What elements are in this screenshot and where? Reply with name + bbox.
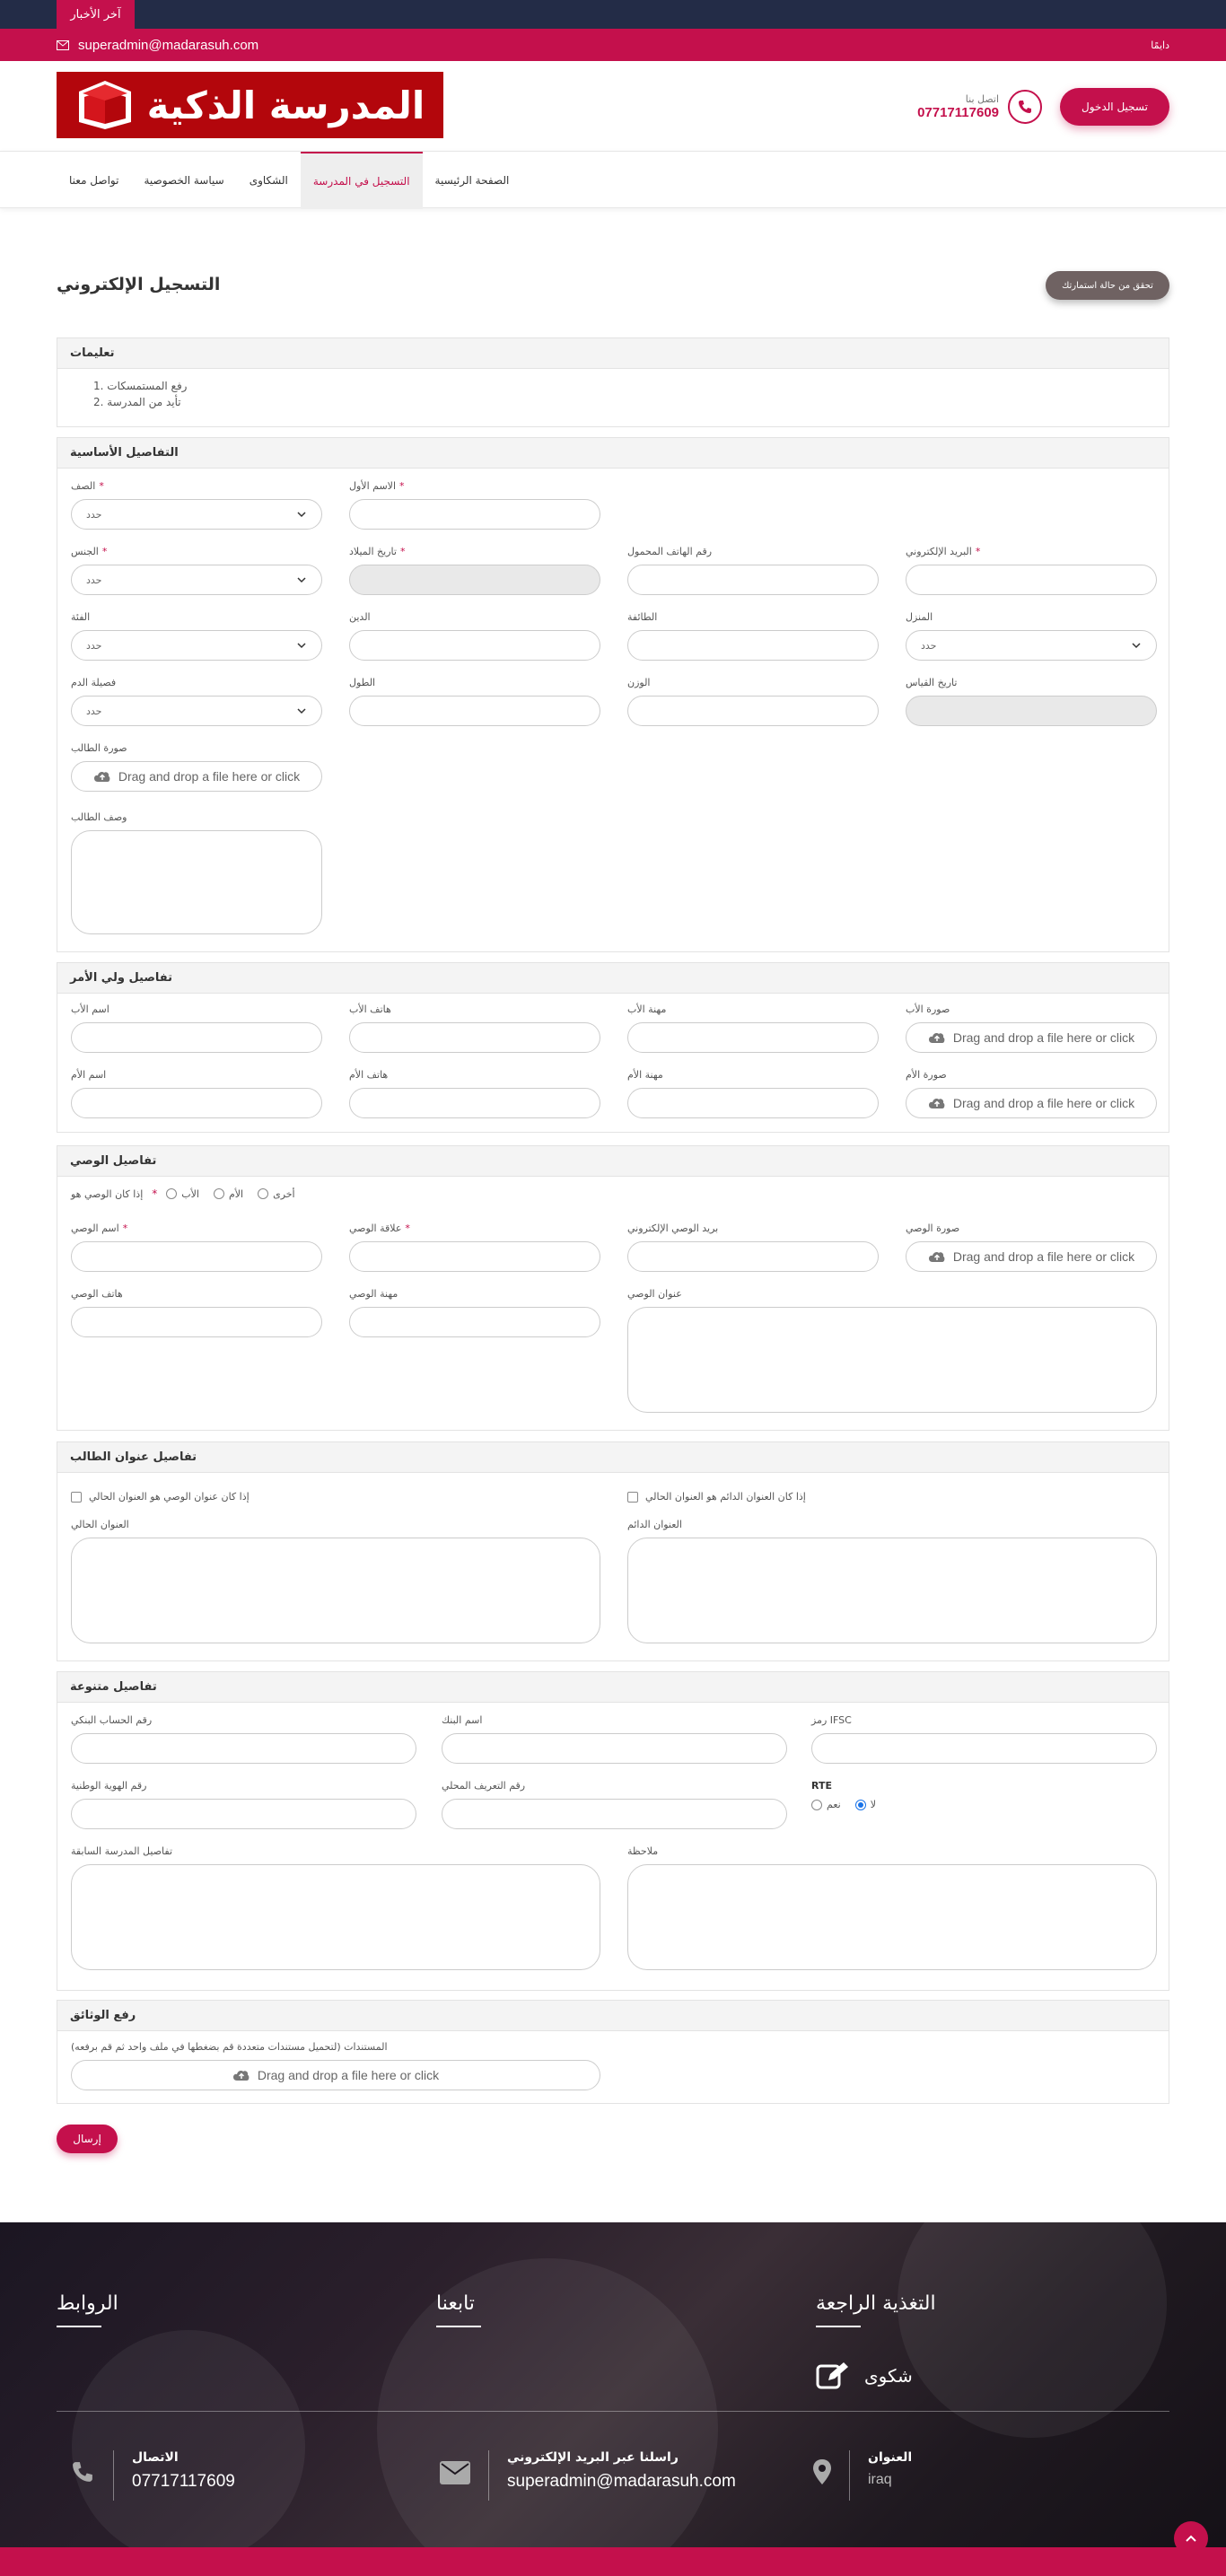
first-name-input[interactable]	[349, 499, 600, 530]
instruction-item: 2. تأيد من المدرسة	[93, 396, 181, 408]
guardian-is-label: إذا كان الوصي هو	[71, 1187, 144, 1200]
prev-school-textarea[interactable]	[71, 1864, 600, 1970]
mother-photo-field: صورة الأم Drag and drop a file here or click	[906, 1068, 1157, 1118]
cloud-upload-icon	[928, 1031, 946, 1044]
mother-job-field: مهنة الأم	[627, 1068, 879, 1118]
student-desc-textarea[interactable]	[71, 830, 322, 934]
blood-group-field: فصيلة الدم حدد	[71, 676, 322, 726]
email-field: البريد الإلكتروني *	[906, 545, 1157, 595]
guardian-photo-dropzone[interactable]: Drag and drop a file here or click	[906, 1241, 1157, 1272]
guardian-phone-input[interactable]	[71, 1307, 322, 1337]
check-status-button[interactable]: تحقق من حالة استمارتك	[1046, 271, 1169, 300]
house-select[interactable]: حدد	[906, 630, 1157, 661]
address-details-title: تفاصيل عنوان الطالب	[57, 1442, 1169, 1473]
book-logo-icon	[75, 77, 135, 133]
instruction-item: 1. رفع المستمسكات	[93, 380, 188, 392]
student-photo-dropzone[interactable]: Drag and drop a file here or click	[71, 761, 322, 792]
nav-privacy-policy[interactable]: سياسة الخصوصية	[144, 174, 224, 187]
phone-icon	[1008, 90, 1042, 124]
upload-documents-card	[57, 2000, 1169, 2104]
documents-dropzone[interactable]: Drag and drop a file here or click	[71, 2060, 600, 2090]
call-value: 07717117609	[132, 2472, 235, 2491]
complaint-link[interactable]	[816, 2361, 913, 2391]
nav-contact-us[interactable]: تواصل معنا	[69, 174, 119, 187]
guardian-email-input[interactable]	[627, 1241, 879, 1272]
guardian-relation-input[interactable]	[349, 1241, 600, 1272]
category-select[interactable]: حدد	[71, 630, 322, 661]
father-phone-field: هاتف الأب	[349, 1003, 600, 1053]
mail-label: راسلنا عبر البريد الإلكتروني	[507, 2450, 679, 2465]
mail-value: superadmin@madarasuh.com	[507, 2472, 736, 2491]
contact-phone: 07717117609	[917, 105, 999, 120]
chevron-down-icon	[296, 705, 307, 716]
rte-radio-yes[interactable]: نعم	[811, 1799, 841, 1810]
national-id-field: رقم الهوية الوطنية	[71, 1779, 416, 1829]
cloud-upload-icon	[928, 1250, 946, 1263]
site-header	[0, 61, 1226, 151]
religion-field: الدين	[349, 610, 600, 661]
footer-links-title: الروابط	[57, 2292, 118, 2315]
footer-follow-title: تابعنا	[436, 2292, 475, 2315]
address-value: iraq	[868, 2472, 892, 2487]
category-field: الفئة حدد	[71, 610, 322, 661]
misc-details-card	[57, 1671, 1169, 1991]
first-name-field: الاسم الأول *	[349, 479, 600, 530]
weight-field: الوزن	[627, 676, 879, 726]
guardian-name-field: اسم الوصي *	[71, 1222, 322, 1272]
header-contact[interactable]	[917, 88, 1042, 126]
cloud-upload-icon	[928, 1097, 946, 1109]
footer-address	[813, 2450, 912, 2501]
house-field: المنزل حدد	[906, 610, 1157, 661]
father-photo-dropzone[interactable]: Drag and drop a file here or click	[906, 1022, 1157, 1053]
guardian-details-card	[57, 1145, 1169, 1431]
envelope-icon	[440, 2461, 470, 2484]
address-label: العنوان	[868, 2450, 913, 2465]
bank-name-input[interactable]	[442, 1733, 787, 1764]
edit-icon	[816, 2361, 850, 2391]
guardian-radio-mother[interactable]: الأم	[214, 1188, 243, 1200]
dob-field: تاريخ الميلاد *	[349, 545, 600, 595]
mother-job-input[interactable]	[627, 1088, 879, 1118]
instructions-card	[57, 337, 1169, 427]
father-name-field: اسم الأب	[71, 1003, 322, 1053]
measure-date-input[interactable]	[906, 696, 1157, 726]
mother-photo-dropzone[interactable]: Drag and drop a file here or click	[906, 1088, 1157, 1118]
gender-select[interactable]: حدد	[71, 565, 322, 595]
mobile-field: رقم الهاتف المحمول	[627, 545, 879, 595]
instructions-title: تعليمات	[57, 338, 1169, 369]
guardian-address-checkbox-row[interactable]: إذا كان عنوان الوصي هو العنوان الحالي	[71, 1491, 250, 1503]
chevron-down-icon	[296, 509, 307, 520]
father-job-input[interactable]	[627, 1022, 879, 1053]
main-nav	[0, 151, 1226, 208]
scroll-top-button[interactable]	[1174, 2521, 1208, 2555]
rte-radio-no[interactable]: لا	[855, 1799, 876, 1810]
national-id-input[interactable]	[71, 1799, 416, 1829]
guardian-relation-field: علاقة الوصي *	[349, 1222, 600, 1272]
guardian-job-input[interactable]	[349, 1307, 600, 1337]
site-footer	[0, 2222, 1226, 2576]
basic-details-card	[57, 437, 1169, 952]
page-title: التسجيل الإلكتروني	[57, 275, 221, 294]
father-photo-field: صورة الأب Drag and drop a file here or click	[906, 1003, 1157, 1053]
login-button[interactable]: تسجيل الدخول	[1060, 88, 1169, 126]
guardian-phone-field: هاتف الوصي	[71, 1287, 322, 1337]
bank-account-field: رقم الحساب البنكي	[71, 1713, 416, 1764]
footer-email[interactable]	[440, 2450, 736, 2501]
documents-field: (لتحميل مستندات متعددة قم بضغطها في ملف واحد ثم قم برفعه) المستندات Drag and drop a file here or click	[71, 2040, 600, 2090]
guardian-radio-father[interactable]: الأب	[166, 1188, 199, 1200]
guardian-job-field: مهنة الوصي	[349, 1287, 600, 1337]
nav-complaints[interactable]: الشكاوى	[249, 174, 288, 187]
parent-details-card	[57, 962, 1169, 1133]
email-input[interactable]	[906, 565, 1157, 595]
guardian-radio-other[interactable]: أخرى	[258, 1188, 295, 1200]
call-label: الاتصال	[132, 2450, 179, 2465]
parent-details-title: تفاصيل ولي الأمر	[57, 963, 1169, 994]
guardian-name-input[interactable]	[71, 1241, 322, 1272]
mother-phone-field: هاتف الأم	[349, 1068, 600, 1118]
cloud-upload-icon	[232, 2069, 250, 2081]
guardian-address-field: عنوان الوصي	[627, 1287, 1157, 1413]
local-id-field: رقم التعريف المحلي	[442, 1779, 787, 1829]
logo-text: المدرسة الذكية	[146, 83, 425, 127]
guardian-is-radio-group: إذا كان الوصي هو * الأب الأم أخرى	[71, 1187, 295, 1200]
weight-input[interactable]	[627, 696, 879, 726]
top-bar	[0, 0, 1226, 29]
mother-phone-input[interactable]	[349, 1088, 600, 1118]
measure-date-field: تاريخ القياس	[906, 676, 1157, 726]
bank-account-input[interactable]	[71, 1733, 416, 1764]
footer-call[interactable]	[70, 2450, 235, 2501]
nav-home[interactable]: الصفحة الرئيسية	[434, 174, 510, 187]
footer-bottom-bar	[0, 2547, 1226, 2576]
mother-name-input[interactable]	[71, 1088, 322, 1118]
basic-details-title: التفاصيل الأساسية	[57, 438, 1169, 469]
current-address-field: العنوان الحالي	[71, 1518, 600, 1643]
ifsc-field: رمز IFSC	[811, 1713, 1157, 1764]
guardian-photo-field: صورة الوصي Drag and drop a file here or click	[906, 1222, 1157, 1272]
nav-online-admission[interactable]: التسجيل في المدرسة	[301, 152, 423, 209]
guardian-details-title: تفاصيل الوصي	[57, 1146, 1169, 1177]
blood-group-select[interactable]: حدد	[71, 696, 322, 726]
religion-input[interactable]	[349, 630, 600, 661]
prev-school-field: تفاصيل المدرسة السابقة	[71, 1844, 600, 1970]
student-photo-field: صورة الطالب Drag and drop a file here or click	[71, 741, 322, 792]
submit-button[interactable]: إرسال	[57, 2125, 118, 2153]
gender-field: الجنس * حدد	[71, 545, 322, 595]
father-job-field: مهنة الأب	[627, 1003, 879, 1053]
map-marker-icon	[813, 2459, 831, 2484]
chevron-down-icon	[296, 640, 307, 651]
local-id-input[interactable]	[442, 1799, 787, 1829]
dob-input[interactable]	[349, 565, 600, 595]
mobile-input[interactable]	[627, 565, 879, 595]
guardian-email-field: بريد الوصي الإلكتروني	[627, 1222, 879, 1272]
latest-news-tab[interactable]: آخر الأخبار	[57, 0, 135, 29]
header-email-text: superadmin@madarasuh.com	[78, 37, 259, 53]
father-phone-input[interactable]	[349, 1022, 600, 1053]
current-address-textarea[interactable]	[71, 1538, 600, 1643]
caste-input[interactable]	[627, 630, 879, 661]
guardian-address-textarea[interactable]	[627, 1307, 1157, 1413]
header-email[interactable]	[57, 29, 258, 61]
mother-name-field: اسم الأم	[71, 1068, 322, 1118]
complaint-text: شكوى	[864, 2365, 913, 2387]
note-textarea[interactable]	[627, 1864, 1157, 1970]
permanent-address-checkbox[interactable]	[627, 1492, 638, 1503]
note-field: ملاحظة	[627, 1844, 1157, 1970]
envelope-icon	[57, 40, 69, 50]
permanent-address-textarea[interactable]	[627, 1538, 1157, 1643]
upload-documents-title: رفع الوثائق	[57, 2001, 1169, 2031]
misc-details-title: تفاصيل متنوعة	[57, 1672, 1169, 1703]
height-input[interactable]	[349, 696, 600, 726]
address-details-card	[57, 1441, 1169, 1661]
contact-bar	[0, 29, 1226, 61]
chevron-down-icon	[296, 574, 307, 585]
chevron-up-icon	[1184, 2531, 1198, 2545]
height-field: الطول	[349, 676, 600, 726]
marquee-label: دايمًا	[1151, 39, 1169, 51]
father-name-input[interactable]	[71, 1022, 322, 1053]
permanent-address-checkbox-row[interactable]: إذا كان العنوان الدائم هو العنوان الحالي	[627, 1491, 806, 1503]
bank-name-field: اسم البنك	[442, 1713, 787, 1764]
phone-icon	[70, 2459, 95, 2484]
ifsc-input[interactable]	[811, 1733, 1157, 1764]
caste-field: الطائفة	[627, 610, 879, 661]
footer-feedback-title: التغذية الراجعة	[816, 2292, 936, 2315]
class-select[interactable]: حدد	[71, 499, 322, 530]
student-desc-field: وصف الطالب	[71, 810, 322, 934]
school-logo[interactable]	[57, 72, 443, 138]
chevron-down-icon	[1131, 640, 1142, 651]
class-field: الصف * حدد	[71, 479, 322, 530]
permanent-address-field: العنوان الدائم	[627, 1518, 1157, 1643]
rte-field: RTE نعم لا	[811, 1780, 876, 1810]
guardian-address-checkbox[interactable]	[71, 1492, 82, 1503]
cloud-upload-icon	[93, 770, 111, 783]
contact-label: اتصل بنا	[965, 93, 999, 105]
